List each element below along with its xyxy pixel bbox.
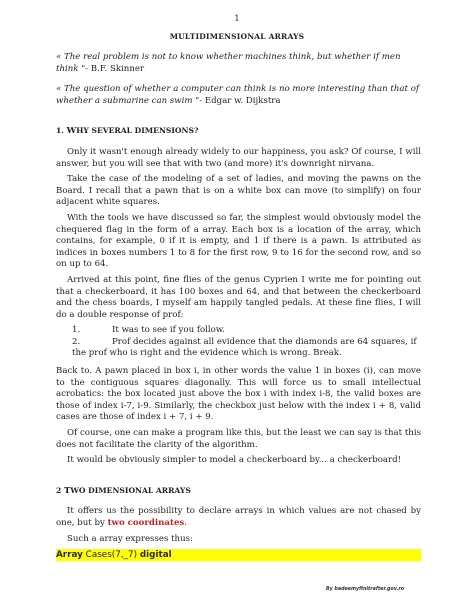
- paragraph: [56, 506, 421, 529]
- document-title: MULTIDIMENSIONAL ARRAYS: [169, 32, 305, 41]
- document-body: [56, 52, 421, 561]
- section-number: 1.: [56, 126, 67, 136]
- paragraph: Such a array expresses thus:: [67, 533, 193, 544]
- heading-capital: W: [66, 126, 77, 137]
- list-item: [72, 337, 421, 360]
- heading-capital: T: [63, 485, 71, 496]
- code-keyword: Array: [56, 550, 83, 561]
- quote-attribution: "- B.F. Skinner: [81, 63, 145, 74]
- quote-text: The question of whether a computer can think is no more interesting than that of whether a submarine can swim: [56, 84, 420, 106]
- quote-skinner: [56, 52, 421, 75]
- code-type: digital: [139, 550, 172, 561]
- response-list: [56, 325, 421, 360]
- list-item: [72, 325, 421, 337]
- list-number: 1.: [72, 325, 81, 336]
- heading-text: WO DIMENSIONAL ARRAYS: [70, 485, 191, 495]
- paragraph: Take the case of the modeling of a set of ladies, and moving the pawns on the Board. I recall that a pawn that is on a white box can move (to simplify) on four adjacent white squares.: [56, 174, 421, 208]
- page-number: 1: [234, 14, 240, 24]
- code-identifier: Cases(7,_7): [82, 550, 140, 561]
- paragraph: Of course, one can make a program like this, but the least we can say is that this does not facilitate the clarity of the algorithm.: [56, 428, 421, 450]
- highlighted-term: two coordinates: [107, 518, 185, 528]
- quote-open-mark: «: [56, 52, 64, 62]
- paragraph: Back to. A pawn placed in box i, in other words the value 1 in boxes (i), can move to the contiguous squares diagonally. This will force us to small intellectual acrobatics: the box located just above the box i with index i-8, the valid boxes are those of index i-7, i-9. Similarly, the checkbox just below with the index i + 8, valid cases are those of index i + 7, i + 9.: [56, 366, 421, 423]
- paragraph-text: It offers us the possibility to declare arrays in which values are not chased by one, but by: [56, 506, 421, 528]
- paragraph: It would be obviously simpler to model a checkerboard by... a checkerboard!: [67, 455, 402, 466]
- quote-text: The real problem is not to know whether machines think, but whether if men think: [56, 52, 401, 74]
- list-text: It was to see if you follow.: [112, 325, 225, 336]
- quote-open-mark: «: [56, 84, 64, 95]
- code-declaration: [56, 549, 421, 561]
- paragraph: With the tools we have discussed so far, the simplest would obviously model the chequered flag in the form of a array. Each box is a location of the array, which contains, for example, 0 if it is empty, and 1 if there is a pawn. Is attributed as indices in boxes numbers 1 to 8 for the first row, 9 to 16 for the second row, and so on up to 64.: [56, 212, 421, 270]
- list-number: 2.: [72, 336, 81, 347]
- heading-text: HY SEVERAL DIMENSIONS?: [76, 126, 199, 136]
- section-heading-1: [56, 125, 421, 138]
- section-number: 2: [56, 485, 64, 495]
- quote-attribution: "- Edgar w. Dijkstra: [195, 95, 281, 106]
- paragraph: Arrived at this point, fine flies of the genus Cyprien I write me for pointing out that a checkerboard, it has 100 boxes and 64, and that between the checkerboard and the chess boards, I myself am happily tangled pedals. At these fine flies, I will do a double response of prof:: [56, 274, 421, 320]
- paragraph: Only it wasn't enough already widely to our happiness, you ask? Of course, I will answer, but you will see that with two (and more) it's downright nirvana.: [56, 146, 421, 169]
- paragraph-end: .: [184, 518, 187, 528]
- section-heading-2: [56, 485, 421, 498]
- page-footer: By badeemyfinitrafter.gov.ro: [325, 587, 404, 592]
- list-text: Prof decides against all evidence that the diamonds are 64 squares, if the prof who is right and the evidence which is wrong. Break.: [72, 336, 417, 359]
- quote-dijkstra: [56, 84, 421, 107]
